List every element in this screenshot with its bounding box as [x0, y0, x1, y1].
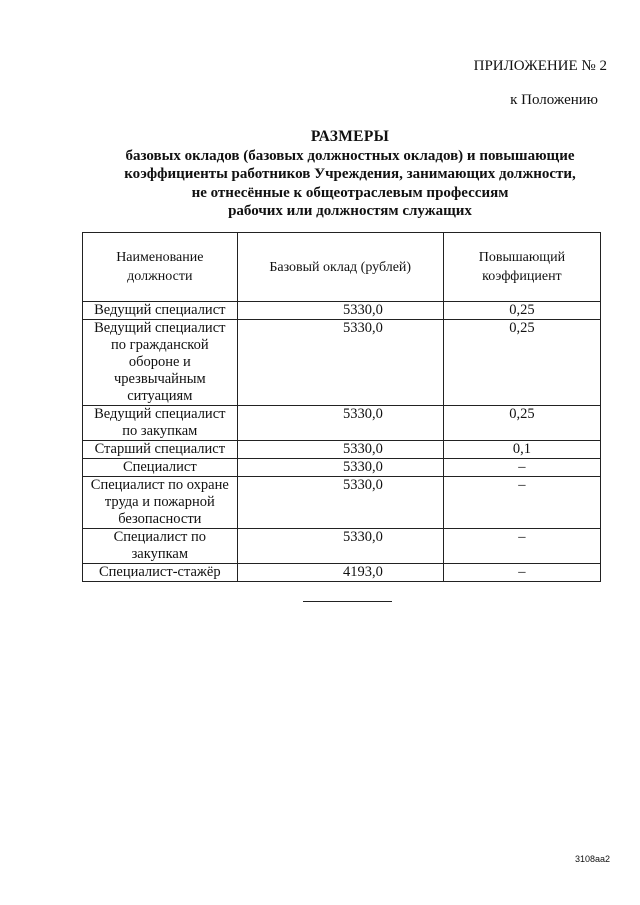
cell-position: Специалист по охране труда и пожарной безопасности [83, 477, 238, 529]
table-row [83, 529, 601, 564]
document-title [80, 128, 620, 221]
table-row [83, 441, 601, 459]
cell-coefficient: – [443, 564, 600, 582]
cell-coefficient: – [443, 459, 600, 477]
title-line-3: не отнесённые к общеотраслевым профессиям [191, 184, 509, 201]
table-header-row [83, 233, 601, 302]
cell-position: Ведущий специалист по гражданской обороне и чрезвычайным ситуациям [83, 320, 238, 406]
cell-coefficient: 0,1 [443, 441, 600, 459]
appendix-number: ПРИЛОЖЕНИЕ № 2 [473, 58, 607, 74]
cell-position: Старший специалист [83, 441, 238, 459]
cell-salary: 5330,0 [237, 441, 443, 459]
cell-position: Специалист [83, 459, 238, 477]
document-code: 3108аа2 [574, 854, 610, 864]
cell-coefficient: – [443, 529, 600, 564]
cell-coefficient: – [443, 477, 600, 529]
table-row [83, 302, 601, 320]
cell-salary: 5330,0 [237, 320, 443, 406]
header-position: Наименование должности [83, 233, 238, 302]
cell-salary: 5330,0 [237, 302, 443, 320]
header-coefficient: Повышающий коэффициент [443, 233, 600, 302]
cell-coefficient: 0,25 [443, 320, 600, 406]
table-row [83, 477, 601, 529]
cell-salary: 4193,0 [237, 564, 443, 582]
table-row [83, 459, 601, 477]
title-line-1: базовых окладов (базовых должностных окладов) и повышающие [125, 147, 575, 164]
title-main: РАЗМЕРЫ [310, 128, 390, 145]
cell-salary: 5330,0 [237, 477, 443, 529]
cell-salary: 5330,0 [237, 529, 443, 564]
cell-position: Специалист по закупкам [83, 529, 238, 564]
cell-coefficient: 0,25 [443, 302, 600, 320]
cell-position: Ведущий специалист [83, 302, 238, 320]
cell-position: Специалист-стажёр [83, 564, 238, 582]
cell-position: Ведущий специалист по закупкам [83, 406, 238, 441]
cell-coefficient: 0,25 [443, 406, 600, 441]
title-line-2: коэффициенты работников Учреждения, занимающих должности, [124, 166, 576, 182]
cell-salary: 5330,0 [237, 459, 443, 477]
cell-salary: 5330,0 [237, 406, 443, 441]
regulation-reference: к Положению [510, 92, 598, 108]
title-line-4: рабочих или должностям служащих [228, 203, 472, 219]
header-salary: Базовый оклад (рублей) [237, 233, 443, 302]
closing-rule-line [303, 601, 392, 602]
table-row [83, 320, 601, 406]
salary-table [82, 232, 601, 582]
table-row [83, 564, 601, 582]
table-row [83, 406, 601, 441]
